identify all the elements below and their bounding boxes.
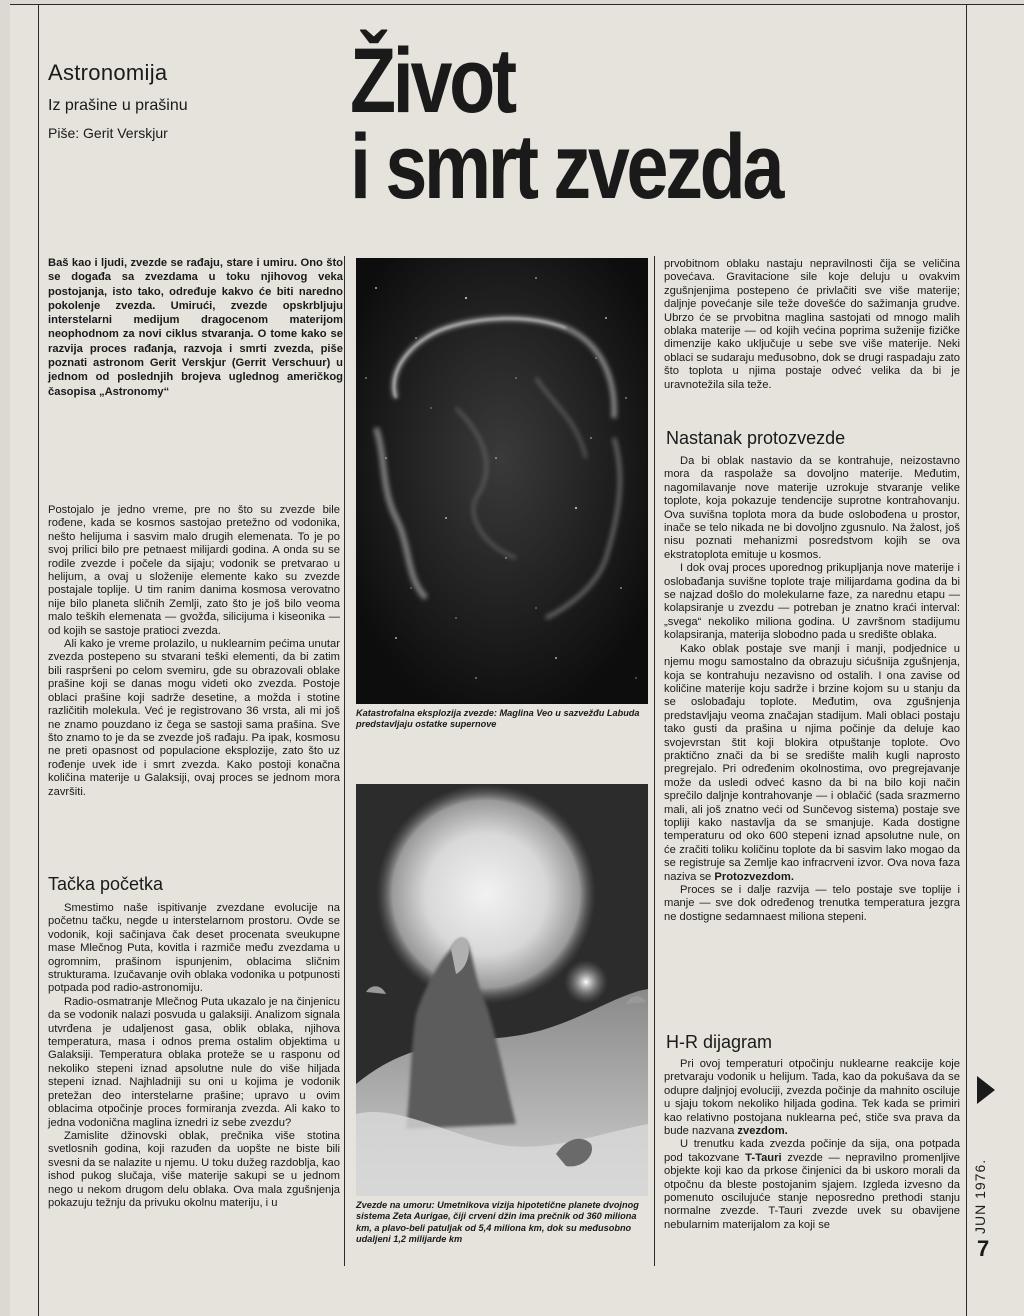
veil-nebula-photo: [356, 258, 648, 704]
heading-tacka-pocetka: Tačka početka: [48, 874, 164, 894]
column-3-bottom: [664, 1058, 960, 1232]
column-1-lower: [48, 902, 340, 1210]
col3-p3-text: Kako oblak postaje sve manji i manji, podjednice u njemu mogu samostalno da obrazuju sićušnija zgušnjenja, koja se kontrahuju nezavisno od ostalih. I ona zavise od količine materije koju sadrže i brzine kojom su u stanju da se oslobađaju toplote. Međutim, ova zgušnjenja predstavljaju veoma značajan stadijum. Mali oblaci postaju tako gusti da prašina u njima počinje da deluje kao svojevrstan štit koji blokira otpuštanje toplote. Ovo praktično znači da bi se središte malih kugli naprosto pregrejalo. Pri određenim okolnostima, ovo pregrejavanje može da usledi odveć kasno da bi na bilo koji način sprečilo daljnje kontrahovanje — i oblačić (sada srazmerno mali, ali još znatno veći od Sunčevog sistema) postaje sve topliji kako nastavlja da se smanjuje. Kada dostigne temperaturu od oko 600 stepeni iznad apsolutne nule, on će zračiti toliku količinu toplote da bi sasvim lako mogao da se registruje sa Zemlje kao infracrveni izvor. Ova nova faza naziva se: [664, 642, 960, 883]
col3-p3-bold: Protozvezdom.: [714, 870, 794, 883]
page-number: 7: [977, 1236, 990, 1261]
col3-paragraph-2: I dok ovaj proces uporednog prikupljanja nove materije i oslobađanja suvišne toplote traje milijardama godina da bi se najzad došlo do molekularne faze, za narednu etapu — kolapsiranje u zvezdu — potreban je znatno kraći interval: „svega“ nekoliko miliona godina. U završnom stadijumu kolapsiranja, materija slobodno pada u središte oblaka.: [664, 562, 960, 642]
col1-paragraph-2: Ali kako je vreme prolazilo, u nuklearnim pećima unutar zvezda postepeno su stvarani teški elementi, da bi zatim bili raspršeni po celom svemiru, gde su obrazovali oblake prašine koji se danas mogu videti oko zvezda. Postoje oblaci prašine koji sadrže desetine, a možda i stotine različitih molekula. Već je registrovano 36 vrsta, ali mi još ne znamo pouzdano iz čega se sastoji sama prašina. Sve što znamo to je da se zvezde još rađaju. Pa ipak, kosmosu ne preti opasnost od populacione eksplozije, zato što uz rođenje uvek ide i smrt zvezda. Kako postoji konačna količina materije u Galaksiji, ovaj proces se jednom mora završiti.: [48, 638, 340, 798]
section-rubric: Astronomija: [48, 60, 168, 85]
article-title: [350, 30, 782, 218]
left-margin-rule: [38, 4, 39, 1316]
col3-p6-text-b: zvezde — nepravilno promenljive objekte koji kao da prkose činjenici da bi uskoro morali da otpočnu da bleste postojanim sjajem. Izgleda izvesno da pomenuto oscilujuće stanje neposredno prethodi stanju normalne zvezde. T-Tauri zvezde uvek su obavijene nebularnim materijalom za koji se: [664, 1151, 960, 1231]
magazine-page: [10, 4, 1024, 1316]
col1-paragraph-4: Radio-osmatranje Mlečnog Puta ukazalo je na činjenicu da se vodonik nalazi posvuda u galaksiji. Analizom signala utvrđena je udaljenost gasa, oblik oblaka, njihova temperatura, masa i odnos prema ostalim objektima u Galaksiji. Temperatura oblaka proteže se u rasponu od nekoliko stepeni iznad apsolutne nule do više hiljada stepeni iznad. Najhladniji su oni u kojima je vodonik pretežan deo interstelarne prašine; upravo u ovim oblacima otpočinje proces formiranja zvezda. Ali kako to jedna vodonična maglina iznedri iz sebe zvezdu?: [48, 995, 340, 1129]
article-lead: Baš kao i ljudi, zvezde se rađaju, stare i umiru. Ono što se događa sa zvezdama u toku njihovog veka postojanja, isto tako, određuje kakvo će biti naredno pokolenje zvezda. Umirući, zvezde opskrbljuju interstelarni medijum dragocenom materijom neophodnom za novi ciklus stvaranja. O tome kako se razvija proces rađanja, razvoja i smrti zvezda, piše poznati astronom Gerit Verskjur (Gerrit Verschuur) u jednom od poslednjih brojeva uglednog američkog časopisa „Astronomy“: [48, 257, 343, 398]
author-byline: Piše: Gerit Verskjur: [48, 125, 168, 141]
col3-paragraph-5: [664, 1058, 960, 1138]
col3-paragraph-4: Proces se i dalje razvija — telo postaje sve toplije i manje — sve dok određenog trenutka temperatura jezgra ne dostigne sedamnaest miliona stepeni.: [664, 884, 960, 923]
column-3-top: [664, 258, 960, 392]
issue-dateline: JUN 1976.: [972, 1158, 988, 1234]
photo-1-caption: Katastrofalna eksplozija zvezde: Maglina Veo u sazvežđu Labuda predstavljaju ostatke supernove: [356, 708, 640, 730]
col3-paragraph-3: [664, 643, 960, 884]
col3-p5-bold: zvezdom.: [737, 1125, 788, 1138]
heading-nastanak-protozvezde: Nastanak protozvezde: [666, 428, 846, 448]
col3-p6-bold: T-Tauri: [745, 1151, 782, 1164]
col1-paragraph-1: Postojalo je jedno vreme, pre no što su zvezde bile rođene, kada se kosmos sastojao pretežno od vodonika, nešto helijuma i sasvim malo drugih elemenata. To je po svoj prilici bilo pre petnaest milijardi godina. A onda su se rodile zvezde i počele da sijaju; vodonik se pretvarao u helijum, a ovaj u složenije elemente kako su zvezde postajale toplije. U tim ranim danima kosmosa verovatno nije bilo planeta sličnih Zemlji, zato što je još bilo veoma malo teških elemenata — gvožđa, silicijuma i kiseonika — od kojih se sastoje pratioci zvezda.: [48, 504, 340, 637]
right-margin-rule: [966, 4, 967, 1316]
col1-paragraph-5: Zamislite džinovski oblak, prečnika više stotina svetlosnih godina, koji razuđen da uopšte ne biste bili svesni da se nalazite u njemu. U toku dužeg razdoblja, kao ishod pukog slučaja, više materije sakupi se u jednom nego u nekom drugom delu oblaka. Ova mala zgušnjenja pokazuju težnju da privuku okolnu materiju, i u: [48, 1129, 340, 1209]
col3-paragraph-1: Da bi oblak nastavio da se kontrahuje, neizostavno mora da raspolaže sa dovoljno materije. Međutim, nagomilavanje nove materije uzrokuje stvaranje velike toplote, koja pokazuje tendencije suprotne kontrahovanju. Ova suvišna toplota mora da bude oslobođena u prostor, inače se telo nikada ne bi dovoljno zgusnulo. Na žalost, još nisu poznati mehanizmi posredstvom kojih se ova ekstratoplota emituje u kosmos.: [664, 455, 960, 561]
photo-2-caption: Zvezde na umoru: Umetnikova vizija hipotetične planete dvojnog sistema Zeta Aurigae, čiji crveni džin ima prečnik od 360 miliona km, a plavo-beli patuljak od 5,4 miliona km, dok su međusobno udaljeni 1,2 milijarde km: [356, 1200, 639, 1245]
section-subrubric: Iz prašine u prašinu: [48, 97, 188, 114]
col3-p6-text-a: U trenutku kada zvezda počinje da sija, ona potpada pod takozvane: [664, 1138, 960, 1164]
column-1-upper: [48, 504, 340, 799]
col3-paragraph-6: [664, 1138, 960, 1232]
col3-p5-text: Pri ovoj temperaturi otpočinju nuklearne reakcije koje pretvaraju vodonik u helijum. Tada, kao da pokušava da se odupre daljnjoj evoluciji, zvezda počinje da mahnito osciluje u sjaju tokom nekoliko hiljada godina. Tek kada se primiri kao relativno postojana nuklearna peć, stiče sva prava da bude nazvana: [664, 1058, 960, 1138]
title-line-1: Život: [350, 30, 514, 132]
column-rule-right: [654, 256, 655, 1266]
heading-hr-dijagram: H-R dijagram: [666, 1032, 773, 1052]
continue-arrow-icon: [977, 1076, 995, 1104]
col3-paragraph-0: prvobitnom oblaku nastaju nepravilnosti čija se veličina povećava. Gravitacione sile koje deluju u ovakvim zgušnjenjima postepeno će privlačiti sve više materije; daljnje povećanje sile teže dovešće do sažimanja grudve. Ubrzo će se prvobitna maglina sastojati od mnogo malih oblaka materije — od kojih većina poprima suženije fizičke dimenzije kako uključuje u sebe sve više materije. Neki oblaci se sudaraju međusobno, dok se drugi raspadaju zato što toplota u njima postaje odveć velika da bi je uravnotežila sila teže.: [664, 258, 960, 391]
col1-paragraph-3: Smestimo naše ispitivanje zvezdane evolucije na početnu tačku, negde u interstelarnom prostoru. Ovde se vodonik, koji sačinjava čak deset procenata sveukupne mase Mlečnog Puta, kovitla i razmiče među zvezdama u ogromnim, prašinom ispunjenim, oblacima sličnim strukturama. Izučavanje ovih oblaka vodonika u potpunosti potpada pod radio-astronomiju.: [48, 902, 340, 995]
column-3-middle: [664, 455, 960, 924]
zeta-aurigae-illustration: [356, 784, 648, 1196]
column-rule-left: [344, 256, 345, 1266]
top-rule: [10, 4, 1024, 5]
title-line-2: i smrt zvezda: [350, 116, 782, 218]
